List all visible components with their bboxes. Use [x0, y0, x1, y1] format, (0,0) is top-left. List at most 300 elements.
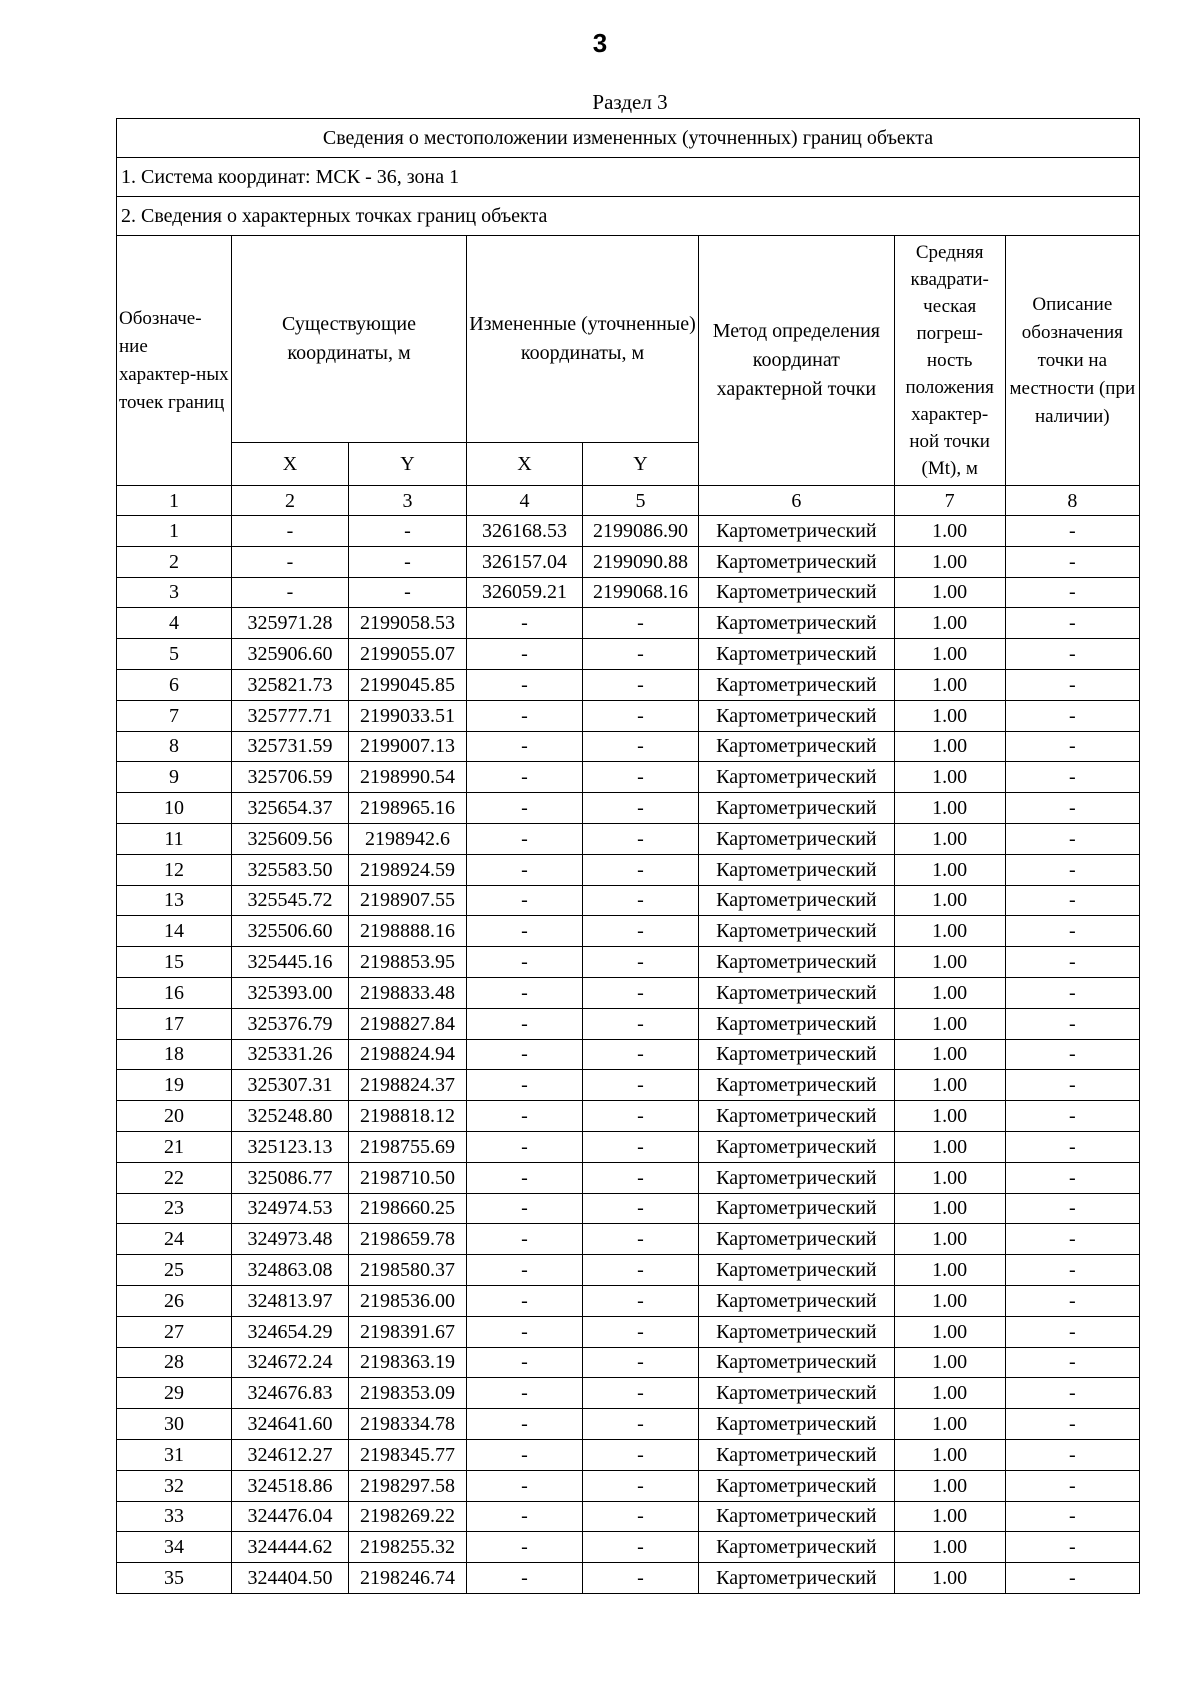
header-changed-coords: Измененные (уточненные) координаты, м: [467, 236, 699, 443]
cell-changed-y: -: [583, 1501, 699, 1532]
cell-point-number: 29: [117, 1378, 232, 1409]
cell-existing-x: 325506.60: [231, 916, 348, 947]
table-row: [117, 1532, 1140, 1563]
cell-mt: 1.00: [894, 1439, 1005, 1470]
cell-method: Картометрический: [699, 1193, 895, 1224]
cell-existing-x: 324612.27: [231, 1439, 348, 1470]
cell-existing-y: 2198255.32: [349, 1532, 467, 1563]
cell-mt: 1.00: [894, 669, 1005, 700]
table-row: [117, 1131, 1140, 1162]
cell-description: -: [1005, 700, 1139, 731]
cell-existing-x: 324973.48: [231, 1224, 348, 1255]
cell-mt: 1.00: [894, 1224, 1005, 1255]
cell-description: -: [1005, 916, 1139, 947]
cell-existing-x: 324813.97: [231, 1285, 348, 1316]
cell-changed-y: -: [583, 793, 699, 824]
cell-changed-x: -: [467, 1501, 583, 1532]
cell-description: -: [1005, 1347, 1139, 1378]
cell-mt: 1.00: [894, 1285, 1005, 1316]
cell-existing-y: -: [349, 577, 467, 608]
table-row: [117, 700, 1140, 731]
cell-existing-y: 2198990.54: [349, 762, 467, 793]
cell-mt: 1.00: [894, 546, 1005, 577]
table-row: [117, 1255, 1140, 1286]
cell-changed-x: -: [467, 793, 583, 824]
cell-existing-x: 325376.79: [231, 1008, 348, 1039]
cell-point-number: 9: [117, 762, 232, 793]
cell-changed-x: -: [467, 1162, 583, 1193]
table-row: [117, 823, 1140, 854]
cell-changed-x: -: [467, 669, 583, 700]
cell-method: Картометрический: [699, 1378, 895, 1409]
cell-changed-y: -: [583, 947, 699, 978]
table-row: [117, 1409, 1140, 1440]
table-row: [117, 1378, 1140, 1409]
cell-existing-x: 325086.77: [231, 1162, 348, 1193]
table-row: [117, 916, 1140, 947]
cell-existing-y: 2198246.74: [349, 1563, 467, 1594]
cell-changed-y: -: [583, 885, 699, 916]
header-existing-x: X: [231, 443, 348, 486]
cell-mt: 1.00: [894, 1378, 1005, 1409]
cell-existing-x: 324654.29: [231, 1316, 348, 1347]
cell-mt: 1.00: [894, 916, 1005, 947]
cell-mt: 1.00: [894, 793, 1005, 824]
cell-changed-x: -: [467, 1255, 583, 1286]
cell-point-number: 18: [117, 1039, 232, 1070]
cell-method: Картометрический: [699, 1439, 895, 1470]
cell-mt: 1.00: [894, 1070, 1005, 1101]
cell-existing-x: 325583.50: [231, 854, 348, 885]
cell-description: -: [1005, 639, 1139, 670]
cell-existing-x: 325393.00: [231, 977, 348, 1008]
column-number: 8: [1005, 486, 1139, 516]
cell-method: Картометрический: [699, 1316, 895, 1347]
cell-existing-y: 2198363.19: [349, 1347, 467, 1378]
cell-existing-y: 2199058.53: [349, 608, 467, 639]
cell-mt: 1.00: [894, 1162, 1005, 1193]
cell-point-number: 10: [117, 793, 232, 824]
cell-mt: 1.00: [894, 577, 1005, 608]
cell-mt: 1.00: [894, 885, 1005, 916]
cell-existing-x: 325445.16: [231, 947, 348, 978]
cell-changed-x: 326168.53: [467, 516, 583, 547]
cell-existing-y: -: [349, 516, 467, 547]
cell-mt: 1.00: [894, 1131, 1005, 1162]
cell-existing-x: 324974.53: [231, 1193, 348, 1224]
cell-existing-x: 324444.62: [231, 1532, 348, 1563]
cell-mt: 1.00: [894, 854, 1005, 885]
cell-mt: 1.00: [894, 823, 1005, 854]
cell-mt: 1.00: [894, 1470, 1005, 1501]
header-designation: Обозначе-ние характер-ных точек границ: [117, 236, 232, 486]
cell-existing-y: 2198659.78: [349, 1224, 467, 1255]
cell-changed-y: -: [583, 823, 699, 854]
cell-mt: 1.00: [894, 639, 1005, 670]
cell-existing-y: 2198345.77: [349, 1439, 467, 1470]
cell-description: -: [1005, 546, 1139, 577]
table-row: [117, 577, 1140, 608]
header-existing-y: Y: [349, 443, 467, 486]
table-row: [117, 546, 1140, 577]
cell-existing-x: 324676.83: [231, 1378, 348, 1409]
cell-changed-x: -: [467, 1532, 583, 1563]
cell-description: -: [1005, 1101, 1139, 1132]
cell-changed-y: -: [583, 1316, 699, 1347]
cell-existing-x: 325906.60: [231, 639, 348, 670]
cell-existing-y: 2199007.13: [349, 731, 467, 762]
cell-point-number: 25: [117, 1255, 232, 1286]
cell-mt: 1.00: [894, 1316, 1005, 1347]
cell-changed-y: -: [583, 700, 699, 731]
cell-point-number: 14: [117, 916, 232, 947]
cell-description: -: [1005, 1162, 1139, 1193]
cell-changed-y: -: [583, 1347, 699, 1378]
table-row: [117, 1101, 1140, 1132]
cell-existing-x: 325777.71: [231, 700, 348, 731]
cell-existing-x: 325123.13: [231, 1131, 348, 1162]
cell-existing-y: -: [349, 546, 467, 577]
cell-point-number: 1: [117, 516, 232, 547]
cell-mt: 1.00: [894, 1347, 1005, 1378]
table-row: [117, 639, 1140, 670]
cell-changed-x: -: [467, 1101, 583, 1132]
cell-point-number: 15: [117, 947, 232, 978]
cell-changed-x: -: [467, 1409, 583, 1440]
cell-existing-y: 2198391.67: [349, 1316, 467, 1347]
cell-existing-x: -: [231, 516, 348, 547]
cell-point-number: 33: [117, 1501, 232, 1532]
column-number: 6: [699, 486, 895, 516]
header-changed-x: X: [467, 443, 583, 486]
cell-mt: 1.00: [894, 1039, 1005, 1070]
cell-mt: 1.00: [894, 947, 1005, 978]
cell-existing-x: 324518.86: [231, 1470, 348, 1501]
cell-existing-y: 2199055.07: [349, 639, 467, 670]
cell-method: Картометрический: [699, 947, 895, 978]
cell-existing-x: 325545.72: [231, 885, 348, 916]
cell-existing-x: -: [231, 546, 348, 577]
cell-description: -: [1005, 977, 1139, 1008]
cell-mt: 1.00: [894, 1101, 1005, 1132]
cell-method: Картометрический: [699, 854, 895, 885]
cell-point-number: 4: [117, 608, 232, 639]
cell-changed-y: -: [583, 1070, 699, 1101]
cell-description: -: [1005, 577, 1139, 608]
cell-description: -: [1005, 1224, 1139, 1255]
cell-description: -: [1005, 1131, 1139, 1162]
cell-description: -: [1005, 1316, 1139, 1347]
cell-changed-x: -: [467, 1439, 583, 1470]
cell-method: Картометрический: [699, 916, 895, 947]
cell-point-number: 11: [117, 823, 232, 854]
table-row: [117, 1501, 1140, 1532]
cell-description: -: [1005, 669, 1139, 700]
cell-changed-x: -: [467, 947, 583, 978]
header-existing-coords: Существующие координаты, м: [231, 236, 466, 443]
cell-existing-y: 2198824.94: [349, 1039, 467, 1070]
cell-mt: 1.00: [894, 1255, 1005, 1286]
cell-existing-x: 325331.26: [231, 1039, 348, 1070]
cell-changed-y: -: [583, 731, 699, 762]
cell-mt: 1.00: [894, 516, 1005, 547]
cell-changed-x: -: [467, 639, 583, 670]
cell-description: -: [1005, 1378, 1139, 1409]
cell-method: Картометрический: [699, 1470, 895, 1501]
cell-method: Картометрический: [699, 546, 895, 577]
cell-point-number: 31: [117, 1439, 232, 1470]
cell-method: Картометрический: [699, 823, 895, 854]
cell-method: Картометрический: [699, 639, 895, 670]
cell-changed-x: -: [467, 1378, 583, 1409]
table-row: [117, 1285, 1140, 1316]
cell-mt: 1.00: [894, 1008, 1005, 1039]
cell-existing-y: 2198965.16: [349, 793, 467, 824]
cell-point-number: 12: [117, 854, 232, 885]
cell-description: -: [1005, 885, 1139, 916]
cell-changed-x: -: [467, 977, 583, 1008]
cell-method: Картометрический: [699, 793, 895, 824]
table-row: [117, 977, 1140, 1008]
cell-changed-y: -: [583, 977, 699, 1008]
cell-point-number: 7: [117, 700, 232, 731]
table-row: [117, 1070, 1140, 1101]
cell-changed-y: -: [583, 639, 699, 670]
cell-existing-x: 325706.59: [231, 762, 348, 793]
cell-method: Картометрический: [699, 1131, 895, 1162]
cell-point-number: 24: [117, 1224, 232, 1255]
table-row: [117, 947, 1140, 978]
cell-point-number: 20: [117, 1101, 232, 1132]
points-heading: 2. Сведения о характерных точках границ объекта: [117, 197, 1140, 236]
cell-point-number: 6: [117, 669, 232, 700]
cell-existing-y: 2198710.50: [349, 1162, 467, 1193]
cell-existing-y: 2198818.12: [349, 1101, 467, 1132]
coord-system: 1. Система координат: МСК - 36, зона 1: [117, 158, 1140, 197]
cell-description: -: [1005, 1285, 1139, 1316]
cell-existing-y: 2198907.55: [349, 885, 467, 916]
cell-existing-x: 324863.08: [231, 1255, 348, 1286]
table-row: [117, 1316, 1140, 1347]
table-row: [117, 885, 1140, 916]
table-body: [117, 516, 1140, 1594]
column-number: 7: [894, 486, 1005, 516]
cell-changed-x: -: [467, 854, 583, 885]
cell-changed-x: -: [467, 916, 583, 947]
cell-description: -: [1005, 1439, 1139, 1470]
cell-description: -: [1005, 1039, 1139, 1070]
cell-description: -: [1005, 823, 1139, 854]
cell-changed-y: -: [583, 1039, 699, 1070]
table-row: [117, 1439, 1140, 1470]
cell-changed-y: -: [583, 1532, 699, 1563]
cell-point-number: 3: [117, 577, 232, 608]
cell-changed-x: -: [467, 700, 583, 731]
cell-changed-y: -: [583, 608, 699, 639]
cell-changed-y: 2199068.16: [583, 577, 699, 608]
cell-existing-x: 325971.28: [231, 608, 348, 639]
cell-method: Картометрический: [699, 731, 895, 762]
header-description: Описание обозначения точки на местности (при наличии): [1005, 236, 1139, 486]
cell-point-number: 13: [117, 885, 232, 916]
table-row: [117, 762, 1140, 793]
cell-changed-x: -: [467, 608, 583, 639]
cell-changed-x: -: [467, 823, 583, 854]
cell-existing-y: 2198942.6: [349, 823, 467, 854]
cell-existing-y: 2198334.78: [349, 1409, 467, 1440]
cell-changed-y: -: [583, 1378, 699, 1409]
cell-point-number: 35: [117, 1563, 232, 1594]
cell-changed-x: -: [467, 1347, 583, 1378]
cell-method: Картометрический: [699, 608, 895, 639]
table-row: [117, 1470, 1140, 1501]
cell-description: -: [1005, 1501, 1139, 1532]
table-row: [117, 731, 1140, 762]
cell-method: Картометрический: [699, 1008, 895, 1039]
cell-point-number: 5: [117, 639, 232, 670]
cell-changed-x: 326059.21: [467, 577, 583, 608]
cell-existing-y: 2199033.51: [349, 700, 467, 731]
cell-method: Картометрический: [699, 1255, 895, 1286]
cell-method: Картометрический: [699, 885, 895, 916]
table-row: [117, 1193, 1140, 1224]
cell-existing-y: 2198660.25: [349, 1193, 467, 1224]
cell-existing-x: 325821.73: [231, 669, 348, 700]
cell-existing-x: 325307.31: [231, 1070, 348, 1101]
cell-point-number: 8: [117, 731, 232, 762]
cell-changed-y: 2199090.88: [583, 546, 699, 577]
cell-changed-x: -: [467, 762, 583, 793]
cell-method: Картометрический: [699, 700, 895, 731]
table-row: [117, 516, 1140, 547]
table-row: [117, 1563, 1140, 1594]
cell-point-number: 28: [117, 1347, 232, 1378]
cell-changed-y: -: [583, 1285, 699, 1316]
cell-changed-x: -: [467, 1316, 583, 1347]
cell-point-number: 27: [117, 1316, 232, 1347]
column-number: 1: [117, 486, 232, 516]
table-row: [117, 1162, 1140, 1193]
cell-changed-y: -: [583, 1131, 699, 1162]
cell-changed-y: -: [583, 1563, 699, 1594]
cell-point-number: 23: [117, 1193, 232, 1224]
cell-existing-y: 2198536.00: [349, 1285, 467, 1316]
cell-method: Картометрический: [699, 1501, 895, 1532]
cell-changed-x: -: [467, 1285, 583, 1316]
cell-description: -: [1005, 1008, 1139, 1039]
coordinates-table: [116, 118, 1140, 1594]
cell-point-number: 26: [117, 1285, 232, 1316]
table-row: [117, 1347, 1140, 1378]
cell-changed-x: -: [467, 885, 583, 916]
cell-description: -: [1005, 1470, 1139, 1501]
cell-existing-y: 2198297.58: [349, 1470, 467, 1501]
column-numbers-row: [117, 486, 1140, 516]
cell-method: Картометрический: [699, 516, 895, 547]
cell-changed-y: -: [583, 1193, 699, 1224]
cell-description: -: [1005, 947, 1139, 978]
cell-mt: 1.00: [894, 1563, 1005, 1594]
column-number: 5: [583, 486, 699, 516]
cell-changed-x: -: [467, 1224, 583, 1255]
cell-changed-x: -: [467, 731, 583, 762]
cell-description: -: [1005, 1193, 1139, 1224]
cell-method: Картометрический: [699, 1101, 895, 1132]
cell-mt: 1.00: [894, 1501, 1005, 1532]
cell-point-number: 2: [117, 546, 232, 577]
cell-existing-y: 2198824.37: [349, 1070, 467, 1101]
cell-changed-x: -: [467, 1470, 583, 1501]
cell-description: -: [1005, 854, 1139, 885]
cell-point-number: 16: [117, 977, 232, 1008]
cell-mt: 1.00: [894, 608, 1005, 639]
cell-description: -: [1005, 1532, 1139, 1563]
cell-mt: 1.00: [894, 1193, 1005, 1224]
cell-mt: 1.00: [894, 762, 1005, 793]
table-row: [117, 793, 1140, 824]
cell-existing-x: 324672.24: [231, 1347, 348, 1378]
cell-existing-y: 2198853.95: [349, 947, 467, 978]
cell-mt: 1.00: [894, 1409, 1005, 1440]
table-row: [117, 669, 1140, 700]
cell-existing-y: 2198888.16: [349, 916, 467, 947]
cell-point-number: 19: [117, 1070, 232, 1101]
cell-changed-y: -: [583, 854, 699, 885]
cell-existing-x: 325731.59: [231, 731, 348, 762]
cell-description: -: [1005, 1563, 1139, 1594]
header-mt: Средняя квадрати-ческая погреш-ность положения характер-ной точки (Mt), м: [894, 236, 1005, 486]
cell-existing-y: 2198833.48: [349, 977, 467, 1008]
cell-changed-x: -: [467, 1070, 583, 1101]
cell-changed-y: -: [583, 916, 699, 947]
cell-changed-x: -: [467, 1039, 583, 1070]
cell-method: Картометрический: [699, 1563, 895, 1594]
cell-description: -: [1005, 1409, 1139, 1440]
cell-existing-y: 2198924.59: [349, 854, 467, 885]
table-row: [117, 1008, 1140, 1039]
cell-changed-y: -: [583, 1470, 699, 1501]
cell-mt: 1.00: [894, 731, 1005, 762]
cell-method: Картометрический: [699, 1070, 895, 1101]
page-number: 3: [592, 28, 608, 58]
column-number: 3: [349, 486, 467, 516]
header-changed-y: Y: [583, 443, 699, 486]
cell-method: Картометрический: [699, 1285, 895, 1316]
cell-method: Картометрический: [699, 1224, 895, 1255]
cell-existing-y: 2198353.09: [349, 1378, 467, 1409]
cell-changed-y: -: [583, 1439, 699, 1470]
cell-changed-x: -: [467, 1193, 583, 1224]
cell-changed-x: -: [467, 1563, 583, 1594]
cell-description: -: [1005, 793, 1139, 824]
cell-changed-y: -: [583, 1224, 699, 1255]
cell-changed-y: -: [583, 1409, 699, 1440]
cell-changed-y: 2199086.90: [583, 516, 699, 547]
cell-mt: 1.00: [894, 1532, 1005, 1563]
cell-method: Картометрический: [699, 1409, 895, 1440]
section-label: Раздел 3: [592, 90, 668, 114]
cell-existing-x: 325609.56: [231, 823, 348, 854]
cell-point-number: 32: [117, 1470, 232, 1501]
table-row: [117, 608, 1140, 639]
table-row: [117, 1224, 1140, 1255]
cell-description: -: [1005, 762, 1139, 793]
cell-changed-y: -: [583, 669, 699, 700]
cell-method: Картометрический: [699, 669, 895, 700]
cell-changed-y: -: [583, 1162, 699, 1193]
cell-changed-y: -: [583, 1255, 699, 1286]
table-title: Сведения о местоположении измененных (уточненных) границ объекта: [117, 119, 1140, 158]
